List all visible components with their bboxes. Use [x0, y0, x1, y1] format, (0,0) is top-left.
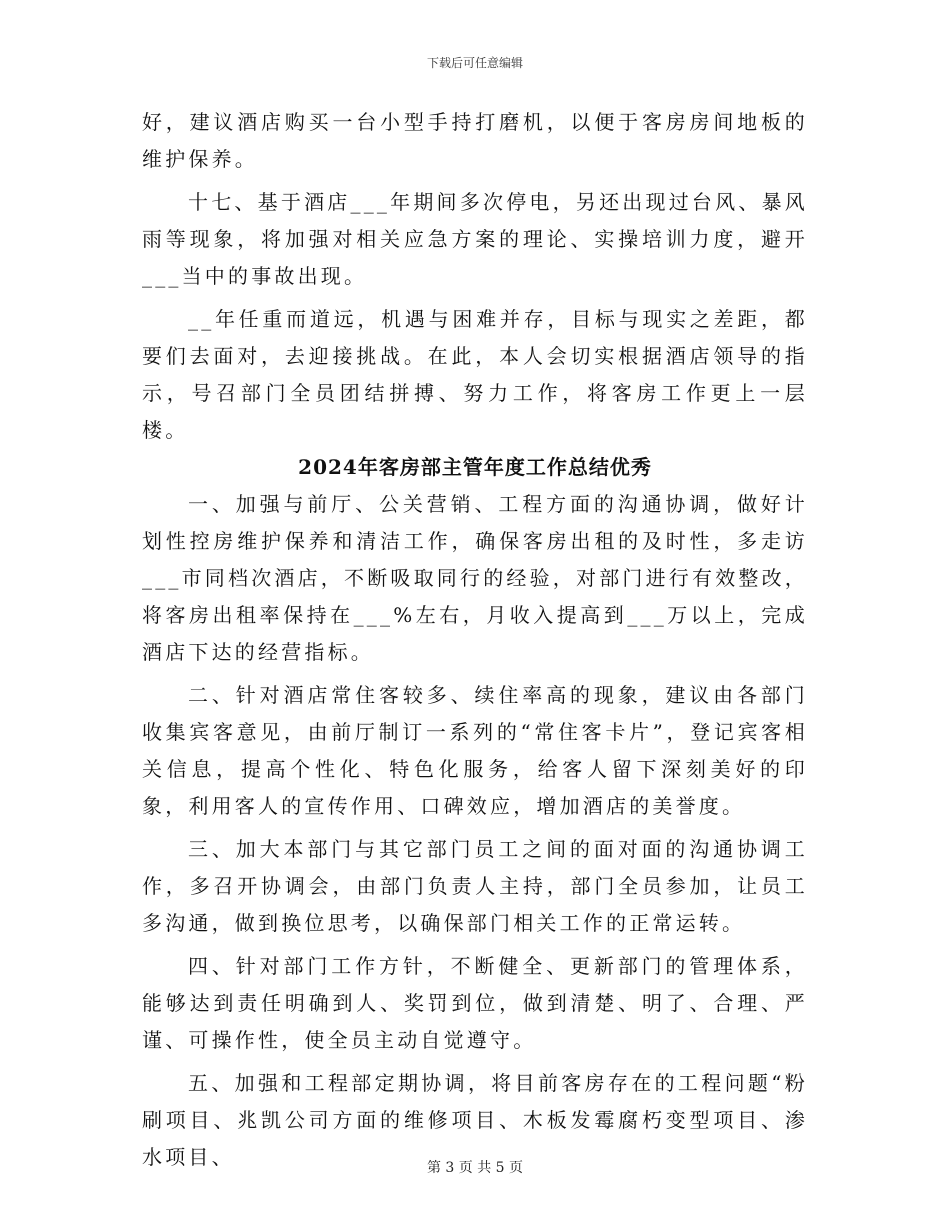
paragraph-item-5: 五、加强和工程部定期协调，将目前客房存在的工程问题“粉刷项目、兆凯公司方面的维修项目、木板发霉腐朽变型项目、渗水项目、	[142, 1071, 808, 1169]
document-body	[142, 104, 808, 1176]
paragraph-item-17: 十七、基于酒店___年期间多次停电，另还出现过台风、暴风雨等现象，将加强对相关应急方案的理论、实操培训力度，避开___当中的事故出现。	[142, 190, 808, 288]
paragraph-closing: __年任重而道远，机遇与困难并存，目标与现实之差距，都要们去面对，去迎接挑战。在此，本人会切实根据酒店领导的指示，号召部门全员团结拼搏、努力工作，将客房工作更上一层楼。	[142, 307, 808, 442]
paragraph-item-1: 一、加强与前厅、公关营销、工程方面的沟通协调，做好计划性控房维护保养和清洁工作，确保客房出租的及时性，多走访___市同档次酒店，不断吸取同行的经验，对部门进行有效整改，将客房出租率保持在___%左右，月收入提高到___万以上，完成酒店下达的经营指标。	[142, 492, 808, 664]
paragraph-item-2: 二、针对酒店常住客较多、续住率高的现象，建议由各部门收集宾客意见，由前厅制订一系列的“常住客卡片”，登记宾客相关信息，提高个性化、特色化服务，给客人留下深刻美好的印象，利用客人的宣传作用、口碑效应，增加酒店的美誉度。	[142, 683, 808, 818]
paragraph-continuation: 好，建议酒店购买一台小型手持打磨机，以便于客房房间地板的维护保养。	[142, 110, 808, 171]
paragraph-item-4: 四、针对部门工作方针，不断健全、更新部门的管理体系，能够达到责任明确到人、奖罚到位，做到清楚、明了、合理、严谨、可操作性，使全员主动自觉遵守。	[142, 954, 808, 1052]
paragraph-item-3: 三、加大本部门与其它部门员工之间的面对面的沟通协调工作，多召开协调会，由部门负责人主持，部门全员参加，让员工多沟通，做到换位思考，以确保部门相关工作的正常运转。	[142, 837, 808, 935]
page-number: 第 3 页 共 5 页	[426, 1160, 524, 1176]
page-header: 下载后可任意编辑	[426, 56, 523, 70]
document-title: 2024年客房部主管年度工作总结优秀	[298, 455, 652, 479]
